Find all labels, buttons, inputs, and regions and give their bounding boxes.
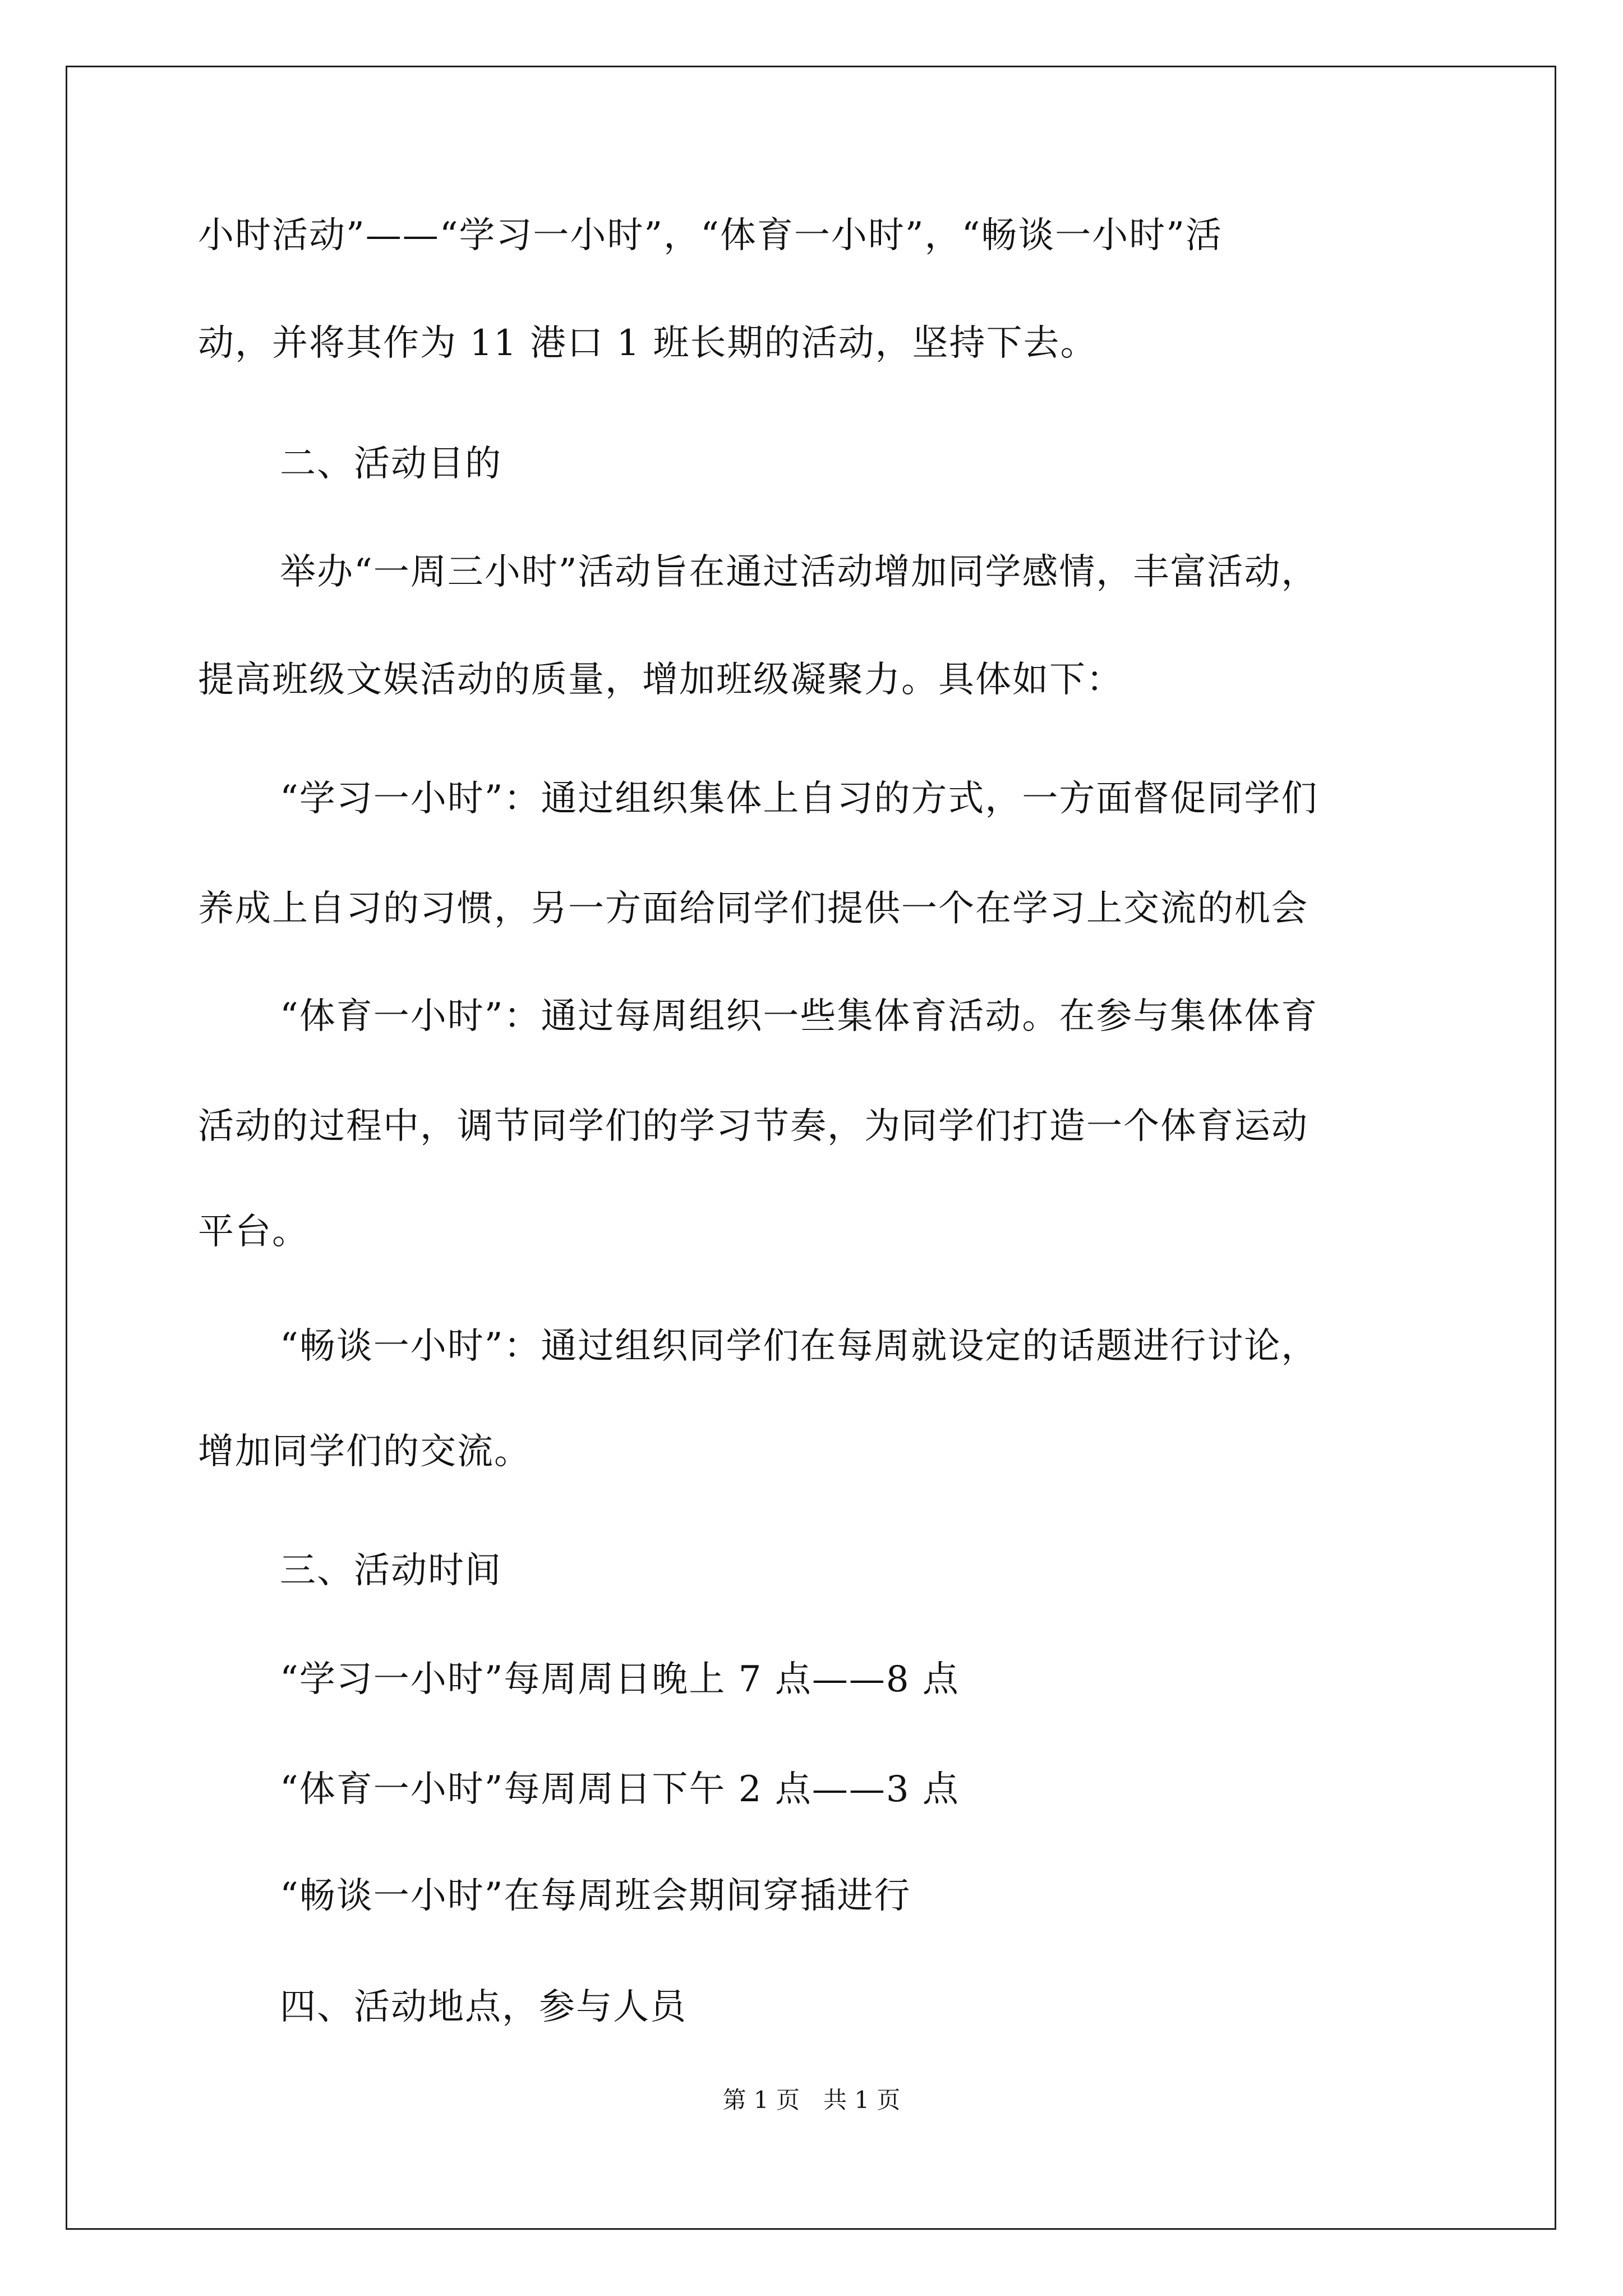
section-heading: 三、活动时间 (280, 1550, 502, 1591)
paragraph-line: 养成上自习的习惯，另一方面给同学们提供一个在学习上交流的机会 (198, 888, 1308, 930)
paragraph-line: 增加同学们的交流。 (198, 1431, 531, 1473)
paragraph-line: 小时活动”——“学习一小时”，“体育一小时”，“畅谈一小时”活 (198, 215, 1223, 256)
paragraph-line: “体育一小时”：通过每周组织一些集体育活动。在参与集体体育 (280, 996, 1318, 1037)
section-heading: 四、活动地点，参与人员 (280, 1986, 687, 2028)
schedule-line: “学习一小时”每周周日晚上 7 点——8 点 (280, 1659, 960, 1700)
schedule-line: “体育一小时”每周周日下午 2 点——3 点 (280, 1769, 960, 1810)
section-heading: 二、活动目的 (280, 443, 502, 485)
paragraph-line: “畅谈一小时”：通过组织同学们在每周就设定的话题进行讨论， (280, 1326, 1318, 1367)
page-footer: 第 1 页 共 1 页 (722, 2086, 901, 2114)
paragraph-line: 举办“一周三小时”活动旨在通过活动增加同学感情，丰富活动， (280, 551, 1318, 593)
paragraph-line: “学习一小时”：通过组织集体上自习的方式，一方面督促同学们 (280, 778, 1318, 820)
paragraph-line: 活动的过程中，调节同学们的学习节奏，为同学们打造一个体育运动 (198, 1106, 1308, 1147)
paragraph-line: 动，并将其作为 11 港口 1 班长期的活动，坚持下去。 (198, 323, 1098, 364)
schedule-line: “畅谈一小时”在每周班会期间穿插进行 (280, 1875, 911, 1917)
paragraph-line: 平台。 (198, 1211, 309, 1253)
paragraph-line: 提高班级文娱活动的质量，增加班级凝聚力。具体如下： (198, 659, 1123, 701)
